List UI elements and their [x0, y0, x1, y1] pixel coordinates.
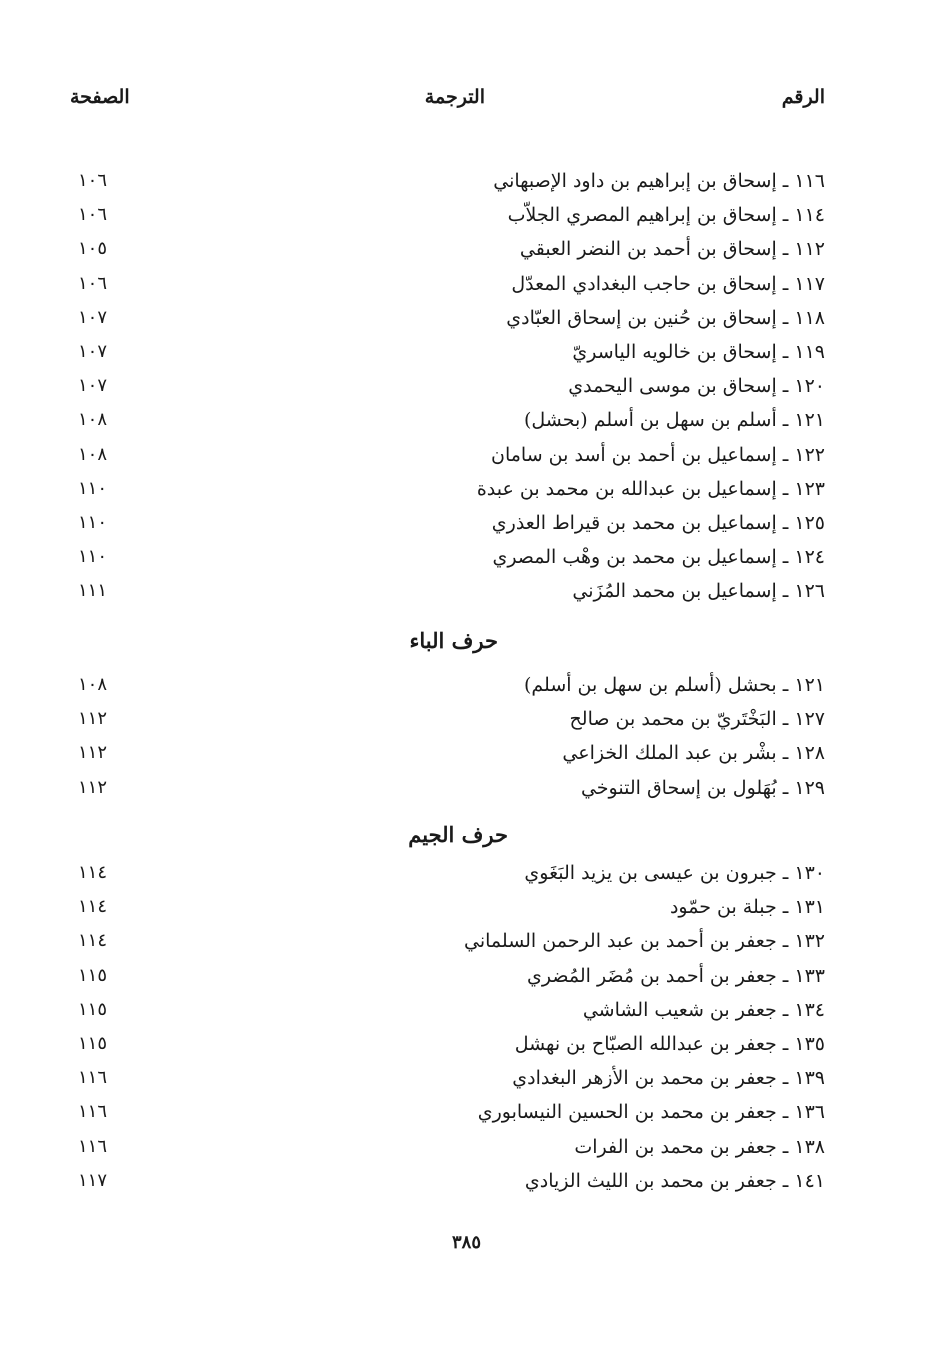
entry-title: ١٤١ ـ جعفر بن محمد بن الليث الزيادي: [524, 1169, 825, 1192]
index-row: [70, 892, 825, 926]
index-row: [70, 542, 825, 576]
entry-page-number: ١٠٨: [78, 409, 108, 431]
entry-page-number: ١٠٧: [78, 340, 108, 362]
entry-title: ١٣٢ ـ جعفر بن أحمد بن عبد الرحمن السلماني: [464, 930, 825, 953]
index-row: [70, 337, 825, 371]
entry-title: ١٢١ ـ أسلم بن سهل بن أسلم (بحشل): [523, 409, 825, 432]
entry-title: ١٣١ ـ جبلة بن حمّود: [669, 896, 825, 919]
entries-ba: [70, 670, 825, 807]
entry-title: ١٣٣ ـ جعفر بن أحمد بن مُضَر المُضري: [527, 964, 825, 987]
entry-title: ١٣٤ ـ جعفر بن شعيب الشاشي: [582, 998, 825, 1021]
entry-title: ١٣٨ ـ جعفر بن محمد بن الفرات: [574, 1135, 825, 1158]
entry-page-number: ١١٠: [78, 477, 108, 499]
letter-heading-jim: حرف الجيم: [408, 822, 508, 847]
entry-page-number: ١٠٦: [78, 204, 108, 226]
entry-title: ١٢٨ ـ بشْر بن عبد الملك الخزاعي: [562, 742, 825, 765]
entry-page-number: ١١٤: [78, 896, 108, 918]
entry-title: ١١٦ ـ إسحاق بن إبراهيم بن داود الإصبهاني: [493, 170, 825, 192]
header-number-label: الرقم: [781, 86, 825, 108]
entry-page-number: ١١٤: [78, 930, 108, 952]
entry-title: ١٢٦ ـ إسماعيل بن محمد المُزَني: [572, 580, 825, 603]
entry-page-number: ١١٦: [78, 1067, 108, 1089]
entry-title: ١٢٤ ـ إسماعيل بن محمد بن وهْب المصري: [492, 546, 825, 569]
entry-page-number: ١٠٦: [78, 170, 108, 191]
entry-title: ١١٧ ـ إسحاق بن حاجب البغدادي المعدّل: [511, 272, 825, 295]
entry-page-number: ١١٥: [78, 998, 108, 1020]
index-row: [70, 405, 825, 439]
index-row: [70, 474, 825, 508]
index-row: [70, 234, 825, 268]
entry-title: ١١٨ ـ إسحاق بن حُنين بن إسحاق العبّادي: [506, 306, 825, 329]
entry-page-number: ١١٧: [78, 1169, 108, 1191]
entries-alif: [70, 166, 825, 610]
index-row: [70, 269, 825, 303]
entry-title: ١٢١ ـ بحشل (أسلم بن سهل بن أسلم): [523, 674, 825, 696]
entry-title: ١٣٠ ـ جبرون بن عيسى بن يزيد البَغَوي: [524, 862, 825, 884]
index-row: [70, 704, 825, 738]
entry-title: ١١٢ ـ إسحاق بن أحمد بن النضر العبقي: [519, 238, 825, 261]
entry-page-number: ١١٠: [78, 511, 108, 533]
index-row: [70, 1132, 825, 1166]
index-row: [70, 440, 825, 474]
entry-page-number: ١١٤: [78, 862, 108, 883]
entry-title: ١٢٥ ـ إسماعيل بن محمد بن قيراط العذري: [491, 511, 825, 534]
entry-page-number: ١١٠: [78, 546, 108, 568]
entry-title: ١٢٣ ـ إسماعيل بن عبدالله بن محمد بن عبدة: [476, 477, 825, 500]
entry-page-number: ١١٦: [78, 1101, 108, 1123]
index-row: [70, 670, 825, 704]
index-row: [70, 166, 825, 200]
entry-title: ١٣٥ ـ جعفر بن عبدالله الصبّاح بن نهشل: [514, 1032, 825, 1055]
entry-page-number: ١١٥: [78, 964, 108, 986]
entry-page-number: ١١١: [78, 580, 108, 602]
header-page-label: الصفحة: [70, 86, 130, 108]
entry-page-number: ١٠٨: [78, 443, 108, 465]
entry-page-number: ١١٢: [78, 742, 108, 764]
index-row: [70, 773, 825, 807]
index-row: [70, 858, 825, 892]
index-row: [70, 995, 825, 1029]
header-title-label: الترجمة: [424, 86, 485, 108]
entry-title: ١٢٩ ـ بُهَلول بن إسحاق التنوخي: [580, 776, 825, 799]
index-row: [70, 1166, 825, 1200]
page-number: ٣٨٥: [451, 1232, 481, 1253]
entries-jim: [70, 858, 825, 1200]
entry-page-number: ١٠٦: [78, 272, 108, 294]
entry-page-number: ١٠٧: [78, 375, 108, 397]
entry-page-number: ١١٥: [78, 1032, 108, 1054]
index-row: [70, 1063, 825, 1097]
entry-title: ١١٤ ـ إسحاق بن إبراهيم المصري الجلاّب: [507, 204, 825, 227]
entry-title: ١٢٢ ـ إسماعيل بن أحمد بن أسد بن سامان: [491, 443, 825, 466]
index-row: [70, 371, 825, 405]
entry-title: ١٢٠ ـ إسحاق بن موسى اليحمدي: [568, 375, 825, 398]
index-row: [70, 1097, 825, 1131]
index-row: [70, 508, 825, 542]
entry-title: ١٣٩ ـ جعفر بن محمد بن الأزهر البغدادي: [512, 1067, 825, 1090]
index-row: [70, 926, 825, 960]
column-header: [70, 86, 825, 118]
entry-title: ١٣٦ ـ جعفر بن محمد بن الحسين النيسابوري: [477, 1101, 825, 1124]
entry-title: ١٢٧ ـ البَخْتَريّ بن محمد بن صالح: [569, 708, 825, 731]
index-row: [70, 1029, 825, 1063]
entry-page-number: ١٠٥: [78, 238, 108, 260]
index-row: [70, 961, 825, 995]
index-row: [70, 303, 825, 337]
entry-page-number: ١١٢: [78, 708, 108, 730]
entry-page-number: ١٠٧: [78, 306, 108, 328]
index-row: [70, 576, 825, 610]
index-row: [70, 200, 825, 234]
letter-heading-ba: حرف الباء: [409, 628, 498, 653]
entry-page-number: ١١٦: [78, 1135, 108, 1157]
entry-page-number: ١٠٨: [78, 674, 108, 695]
index-row: [70, 738, 825, 772]
entry-title: ١١٩ ـ إسحاق بن خالويه الياسريّ: [572, 340, 825, 363]
entry-page-number: ١١٢: [78, 776, 108, 798]
